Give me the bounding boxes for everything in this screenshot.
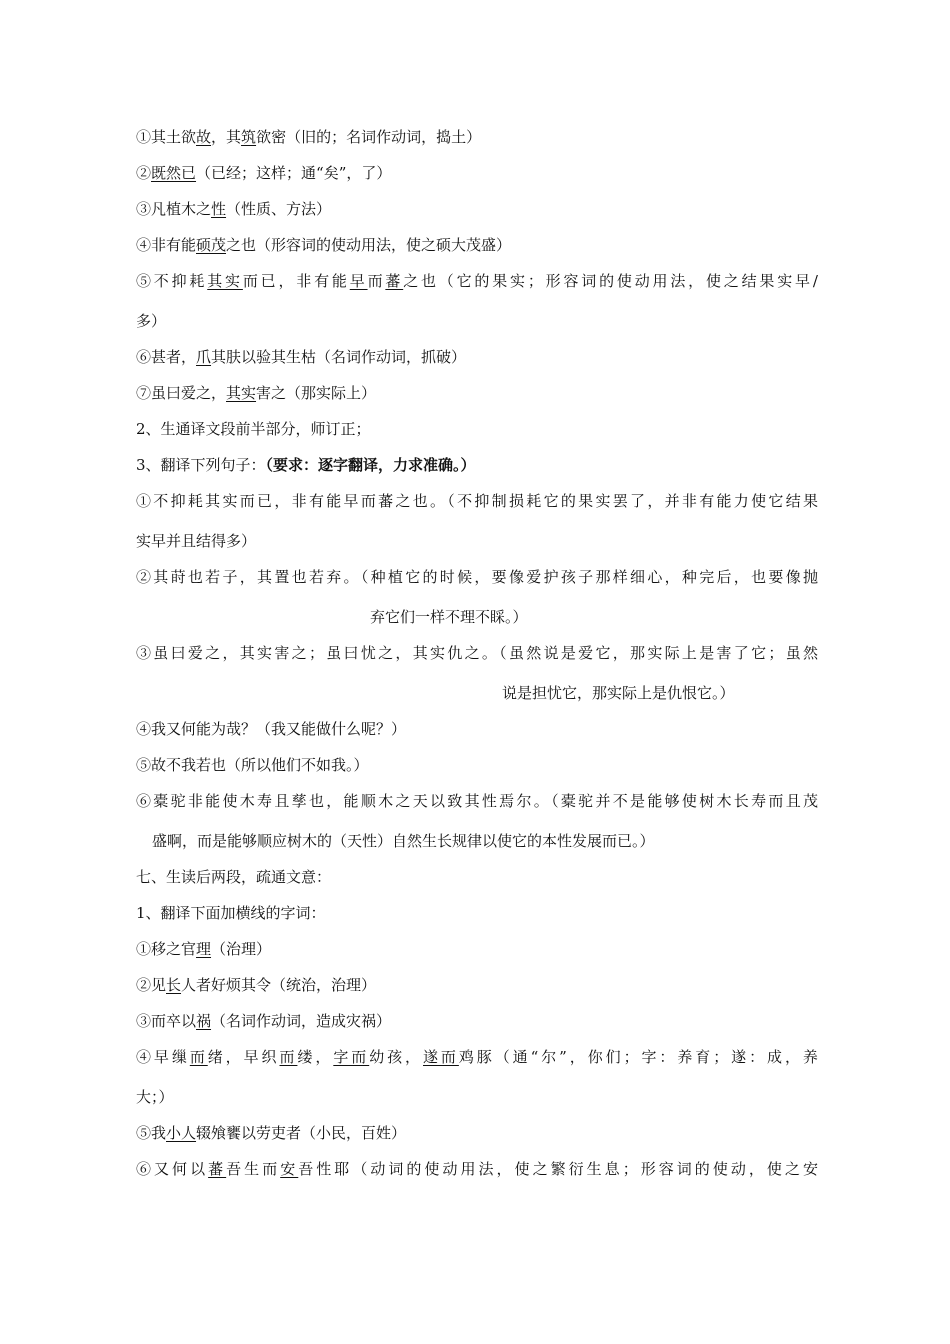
text-segment: ⑦虽曰爱之， [136,384,227,402]
text-segment: 弃它们一样不理不睬。） [370,608,528,626]
text-segment: ③凡植木之 [136,200,212,218]
text-segment: 3、翻译下列句子： [136,456,266,474]
text-segment: 幼孩， [369,1048,423,1066]
text-segment: ④我又何能为哉？（我又能做什么呢？） [136,720,407,738]
text-segment: ②见 [136,976,167,994]
underlined-term: 早 [349,272,368,290]
text-line [136,271,818,291]
text-line [136,491,818,511]
text-line [136,755,369,775]
text-line [136,419,371,439]
text-line [152,831,655,851]
text-line [136,567,818,587]
underlined-term: 蕃 [385,272,404,290]
text-segment: 害之（那实际上） [256,384,377,402]
text-line [136,311,166,331]
text-line [136,975,376,995]
text-segment: 1、翻译下面加横线的字词： [136,904,326,922]
text-segment: 人者好烦其令（统治，治理） [181,976,377,994]
text-line [136,199,331,219]
text-line [136,235,511,255]
underlined-term: 理 [196,940,212,958]
text-segment: ⑤故不我若也（所以他们不如我。） [136,756,369,774]
text-segment: 实早并且结得多） [136,532,257,550]
underlined-term: 爪 [196,348,212,366]
text-segment: 鸡豚（通“尔”，你们；字：养育；遂：成，养 [458,1048,818,1066]
underlined-term: 性 [211,200,227,218]
text-segment: 缕， [297,1048,334,1066]
underlined-term: 故 [196,128,212,146]
bold-note: （要求：逐字翻译，力求准确。） [265,456,476,474]
text-segment: ④非有能 [136,236,197,254]
underlined-term: 蕃 [208,1160,227,1178]
text-segment: ⑥橐驼非能使木寿且孳也，能顺木之天以致其性焉尔。（橐驼并不是能够使树木长寿而且茂 [136,792,818,810]
underlined-term: 而 [279,1048,298,1066]
text-line [136,867,331,887]
underlined-term: 既然已 [151,164,197,182]
text-line [136,791,818,811]
text-segment: 大；） [136,1088,174,1106]
underlined-term: 其实 [207,272,243,290]
text-segment: 辍飧饔以劳吏者（小民，百姓） [196,1124,407,1142]
text-segment: ⑤不抑耗 [136,272,208,290]
text-line [136,1123,406,1143]
text-line [136,1011,391,1031]
underlined-term: 安 [280,1160,299,1178]
underlined-term: 小人 [166,1124,197,1142]
text-segment: ④早缫 [136,1048,190,1066]
text-line [136,1159,818,1179]
text-segment: 七、生读后两段，疏通文意： [136,868,332,886]
text-segment: 吾性耶（动词的使动用法，使之繁衍生息；形容词的使动，使之安 [298,1160,818,1178]
text-segment: 而 [367,272,386,290]
text-segment: ①移之官 [136,940,197,958]
text-line [136,939,271,959]
text-segment: ⑤我 [136,1124,167,1142]
text-segment: 多） [136,312,167,330]
underlined-term: 其实 [226,384,257,402]
text-segment: ⑥又何以 [136,1160,209,1178]
underlined-term: 而 [189,1048,208,1066]
text-segment: 其肤以验其生枯（名词作动词，抓破） [211,348,467,366]
text-line [136,643,818,663]
text-segment: 欲密（旧的；名词作动词，捣土） [256,128,482,146]
text-segment: ①其土欲 [136,128,197,146]
text-segment: ② [136,164,152,182]
text-line [136,347,466,367]
text-segment: （性质、方法） [226,200,332,218]
text-segment: 吾生而 [226,1160,281,1178]
text-line [136,163,391,183]
text-segment: 绪，早织 [207,1048,280,1066]
text-line [136,719,406,739]
text-segment: 之也（它的果实；形容词的使动用法，使之结果实早/ [403,272,818,290]
text-segment: 之也（形容词的使动用法，使之硕大茂盛） [226,236,512,254]
text-segment: ①不抑耗其实而已，非有能早而蕃之也。（不抑制损耗它的果实罢了，并非有能力使它结果 [136,492,818,510]
underlined-term: 祸 [196,1012,212,1030]
text-segment: ③而卒以 [136,1012,197,1030]
text-line [136,383,376,403]
text-line [136,903,326,923]
text-segment: ，其 [211,128,242,146]
text-line [136,455,476,475]
text-segment: （治理） [211,940,272,958]
text-segment: （名词作动词，造成灾祸） [211,1012,392,1030]
text-segment: 说是担忧它，那实际上是仇恨它。） [502,684,735,702]
underlined-term: 遂而 [423,1048,459,1066]
underlined-term: 硕茂 [196,236,227,254]
text-segment: ②其莳也若子，其置也若弃。（种植它的时候，要像爱护孩子那样细心，种完后，也要像抛 [136,568,818,586]
underlined-term: 长 [166,976,182,994]
text-line [370,607,528,627]
text-line [136,531,256,551]
text-segment: （已经；这样；通“矣”，了） [196,164,392,182]
text-segment: 盛啊，而是能够顺应树木的（天性）自然生长规律以使它的本性发展而已。） [152,832,655,850]
text-segment: ⑥甚者， [136,348,197,366]
text-line [502,683,735,703]
text-segment: ③虽曰爱之，其实害之；虽曰忧之，其实仇之。（虽然说是爱它，那实际上是害了它；虽然 [136,644,818,662]
text-line [136,1047,818,1067]
text-line [136,1087,174,1107]
underlined-term: 筑 [241,128,257,146]
text-line [136,127,481,147]
text-segment: 而已，非有能 [242,272,350,290]
text-segment: 2、生通译文段前半部分，师订正； [136,420,371,438]
underlined-term: 字而 [333,1048,370,1066]
